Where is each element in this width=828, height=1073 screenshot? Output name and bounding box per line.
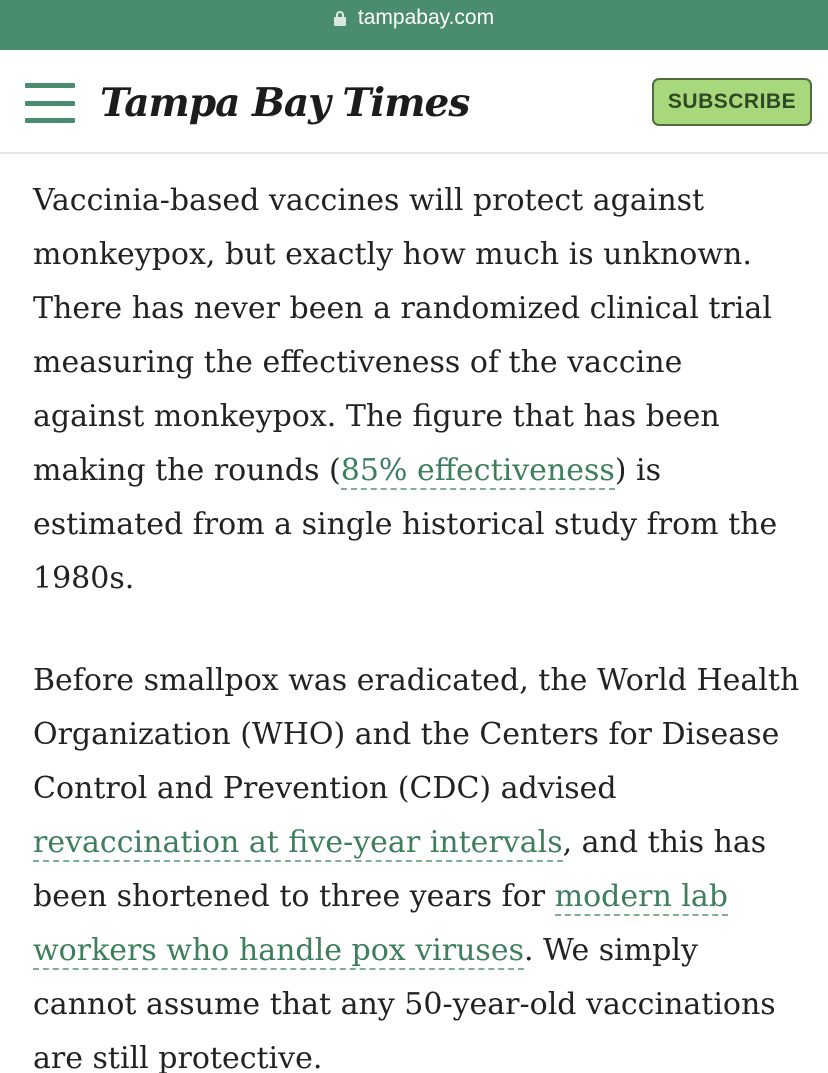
paragraph-text: Vaccinia-based vaccines will protect against monkeypox, but exactly how much is unknown. There has never been a randomized clinical trial measuring the effectiveness of the vaccine against monkeypox. The figure that has been making the rounds (: [33, 183, 772, 488]
browser-address-bar[interactable]: [0, 0, 828, 50]
site-header: [0, 50, 828, 154]
subscribe-button[interactable]: SUBSCRIBE: [652, 78, 812, 126]
site-logo[interactable]: Tampa Bay Times: [100, 80, 470, 126]
paragraph-text: Before smallpox was eradicated, the World Health Organization (WHO) and the Centers for Disease Control and Prevention (CDC) advised: [33, 663, 800, 806]
paragraph-text: . We simply cannot assume that any 50-year-old vaccinations are still protective.: [33, 933, 776, 1073]
scrolled-text-fragment: [30, 50, 40, 65]
lock-icon: [334, 11, 346, 25]
paragraph: [33, 654, 803, 1073]
menu-icon[interactable]: [25, 83, 75, 123]
paragraph: [33, 174, 803, 606]
url-text: tampabay.com: [357, 6, 495, 29]
lab-workers-link[interactable]: modern lab workers who handle pox viruses: [33, 879, 728, 968]
revaccination-link[interactable]: revaccination at five-year intervals: [33, 825, 563, 860]
paragraph-text: ) is estimated from a single historical study from the 1980s.: [33, 453, 778, 596]
paragraph-text: , and this has been shortened to three years for: [33, 825, 767, 914]
article-body: [33, 174, 803, 1073]
effectiveness-link[interactable]: 85% effectiveness: [340, 453, 615, 488]
